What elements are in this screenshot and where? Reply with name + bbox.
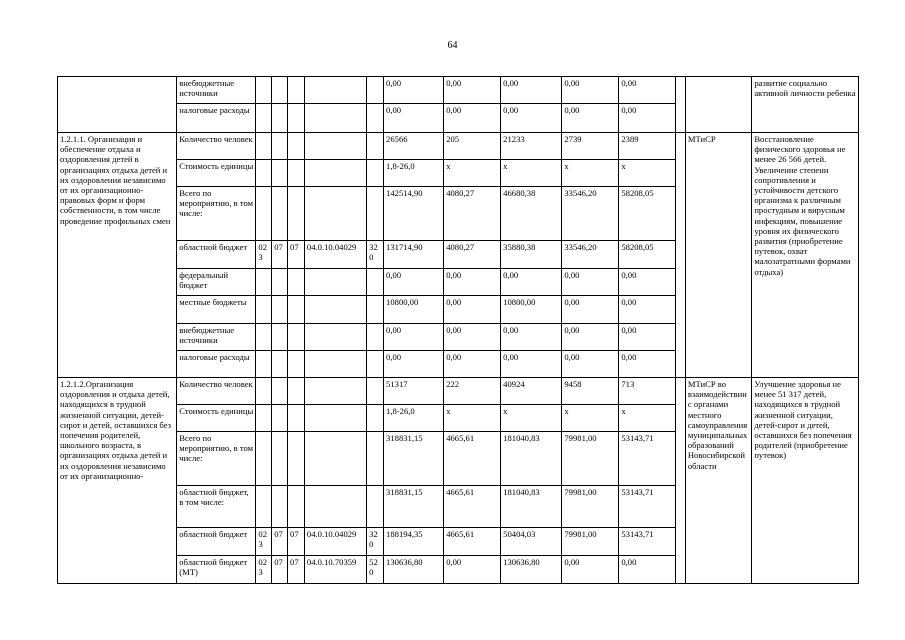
- indicator-cell: областной бюджет (МТ): [177, 556, 256, 584]
- year4-cell: 53143,71: [619, 486, 676, 528]
- total-cell: 318831,15: [384, 486, 444, 528]
- indicator-cell: налоговые расходы: [177, 351, 256, 378]
- year1-cell: 205: [444, 133, 501, 160]
- year2-cell: 35880,38: [501, 241, 562, 269]
- vr-code-cell: 320: [367, 528, 384, 556]
- year1-cell: 0,00: [444, 104, 501, 133]
- table-row: [58, 133, 859, 160]
- year1-cell: 4665,61: [444, 486, 501, 528]
- year3-cell: 79981,00: [562, 486, 619, 528]
- year4-cell: 0,00: [619, 556, 676, 584]
- total-cell: 51317: [384, 378, 444, 405]
- total-cell: 0,00: [384, 104, 444, 133]
- total-cell: 188194,35: [384, 528, 444, 556]
- total-cell: 0,00: [384, 351, 444, 378]
- responsible-cell: МТиСР: [685, 133, 751, 378]
- total-cell: 0,00: [384, 77, 444, 104]
- year1-cell: 0,00: [444, 556, 501, 584]
- indicator-cell: областной бюджет: [177, 241, 256, 269]
- pr-code-cell: 07: [288, 528, 305, 556]
- year3-cell: 0,00: [562, 324, 619, 351]
- year4-cell: 53143,71: [619, 432, 676, 486]
- year2-cell: 0,00: [501, 324, 562, 351]
- measure-name-cell: 1.2.1.1. Организация и обеспечение отдыха и оздоровления детей в организациях отдыха детей и их оздоровления независимо от их организационно-правовых форм и форм собственности, в том числе проведение профильных смен: [58, 133, 177, 378]
- year4-cell: 0,00: [619, 269, 676, 296]
- responsible-cell: МТиСР во взаимодействии с органами местного самоуправления муниципальных образований Новосибирской области: [685, 378, 751, 584]
- year2-cell: 0,00: [501, 269, 562, 296]
- year1-cell: 0,00: [444, 296, 501, 324]
- csr-code-cell: 04.0.10.70359: [304, 556, 366, 584]
- indicator-cell: федеральный бюджет: [177, 269, 256, 296]
- indicator-cell: налоговые расходы: [177, 104, 256, 133]
- year3-cell: 0,00: [562, 269, 619, 296]
- year2-cell: х: [501, 160, 562, 187]
- year3-cell: 0,00: [562, 296, 619, 324]
- indicator-cell: местные бюджеты: [177, 296, 256, 324]
- total-cell: 26566: [384, 133, 444, 160]
- indicator-cell: внебюджетные источники: [177, 77, 256, 104]
- year4-cell: 0,00: [619, 104, 676, 133]
- vr-code-cell: 320: [367, 241, 384, 269]
- indicator-cell: Количество человек: [177, 133, 256, 160]
- year4-cell: 0,00: [619, 351, 676, 378]
- year1-cell: 4080,27: [444, 187, 501, 241]
- year1-cell: 0,00: [444, 324, 501, 351]
- indicator-cell: областной бюджет: [177, 528, 256, 556]
- year2-cell: 10800,00: [501, 296, 562, 324]
- gr-code-cell: 023: [256, 241, 272, 269]
- year3-cell: х: [562, 160, 619, 187]
- pr-code-cell: 07: [288, 241, 305, 269]
- indicator-cell: Всего по мероприятию, в том числе:: [177, 432, 256, 486]
- pr-code-cell: 07: [288, 556, 305, 584]
- year4-cell: 0,00: [619, 296, 676, 324]
- result-cell: Восстановление физического здоровья не менее 26 566 детей. Увеличение степени сопротивления и устойчивости детского организма к различным простудным и вирусным инфекциям, повышение уровня их физического развития (приобретение путевок, охват малозатратными формами отдыха): [752, 133, 859, 378]
- year3-cell: 2739: [562, 133, 619, 160]
- gr-code-cell: 023: [256, 528, 272, 556]
- year4-cell: х: [619, 160, 676, 187]
- indicator-cell: областной бюджет, в том числе:: [177, 486, 256, 528]
- year4-cell: х: [619, 405, 676, 432]
- year4-cell: 58208,05: [619, 241, 676, 269]
- total-cell: 131714,90: [384, 241, 444, 269]
- year1-cell: 4080,27: [444, 241, 501, 269]
- responsible-cell: [685, 77, 751, 133]
- year3-cell: 79981,00: [562, 528, 619, 556]
- year2-cell: 181040,83: [501, 432, 562, 486]
- year3-cell: 79981,00: [562, 432, 619, 486]
- year2-cell: 46680,38: [501, 187, 562, 241]
- rz-code-cell: 07: [272, 528, 288, 556]
- year3-cell: 33546,20: [562, 241, 619, 269]
- year4-cell: 2389: [619, 133, 676, 160]
- year1-cell: 0,00: [444, 351, 501, 378]
- year3-cell: 0,00: [562, 351, 619, 378]
- total-cell: 318831,15: [384, 432, 444, 486]
- indicator-cell: Стоимость единицы: [177, 160, 256, 187]
- year2-cell: 0,00: [501, 351, 562, 378]
- year1-cell: 4665,61: [444, 528, 501, 556]
- rz-code-cell: 07: [272, 556, 288, 584]
- indicator-cell: Количество человек: [177, 378, 256, 405]
- year4-cell: 0,00: [619, 77, 676, 104]
- total-cell: 0,00: [384, 269, 444, 296]
- year2-cell: 21233: [501, 133, 562, 160]
- total-cell: 0,00: [384, 324, 444, 351]
- year1-cell: х: [444, 160, 501, 187]
- total-cell: 130636,80: [384, 556, 444, 584]
- year3-cell: 0,00: [562, 77, 619, 104]
- rz-code-cell: 07: [272, 241, 288, 269]
- measure-name-cell: [58, 77, 177, 133]
- year2-cell: х: [501, 405, 562, 432]
- year3-cell: 0,00: [562, 556, 619, 584]
- vr-code-cell: 520: [367, 556, 384, 584]
- year4-cell: 58208,05: [619, 187, 676, 241]
- page-number: 64: [447, 40, 458, 51]
- year2-cell: 40924: [501, 378, 562, 405]
- table-row: [58, 77, 859, 104]
- year2-cell: 0,00: [501, 77, 562, 104]
- year1-cell: 222: [444, 378, 501, 405]
- measure-name-cell: 1.2.1.2.Организация оздоровления и отдыха детей, находящихся в трудной жизненной ситуации, детей-сирот и детей, оставшихся без попечения родителей, школьного возраста, в организациях отдыха детей и их оздоровления независимо от их организационно-: [58, 378, 177, 584]
- year4-cell: 713: [619, 378, 676, 405]
- year2-cell: 0,00: [501, 104, 562, 133]
- year4-cell: 0,00: [619, 324, 676, 351]
- year1-cell: 0,00: [444, 269, 501, 296]
- indicator-cell: Стоимость единицы: [177, 405, 256, 432]
- program-measures-table: [57, 76, 859, 584]
- year4-cell: 53143,71: [619, 528, 676, 556]
- year3-cell: 9458: [562, 378, 619, 405]
- year2-cell: 181040,83: [501, 486, 562, 528]
- year1-cell: 0,00: [444, 77, 501, 104]
- year1-cell: 4665,61: [444, 432, 501, 486]
- result-cell: Улучшение здоровья не менее 51 317 детей, находящихся в трудной жизненной ситуации, детей-сирот и детей, оставшихся без попечения родителей (приобретение путевок): [752, 378, 859, 584]
- year3-cell: х: [562, 405, 619, 432]
- total-cell: 142514,90: [384, 187, 444, 241]
- year2-cell: 50404,03: [501, 528, 562, 556]
- total-cell: 1,8-26,0: [384, 405, 444, 432]
- gr-code-cell: 023: [256, 556, 272, 584]
- year1-cell: х: [444, 405, 501, 432]
- year2-cell: 130636,80: [501, 556, 562, 584]
- table-row: [58, 378, 859, 405]
- year3-cell: 0,00: [562, 104, 619, 133]
- indicator-cell: внебюджетные источники: [177, 324, 256, 351]
- total-cell: 10800,00: [384, 296, 444, 324]
- csr-code-cell: 04.0.10.04029: [304, 241, 366, 269]
- indicator-cell: Всего по мероприятию, в том числе:: [177, 187, 256, 241]
- total-cell: 1,8-26,0: [384, 160, 444, 187]
- result-cell: развитие социально активной личности ребенка: [752, 77, 859, 133]
- year3-cell: 33546,20: [562, 187, 619, 241]
- csr-code-cell: 04.0.10.04029: [304, 528, 366, 556]
